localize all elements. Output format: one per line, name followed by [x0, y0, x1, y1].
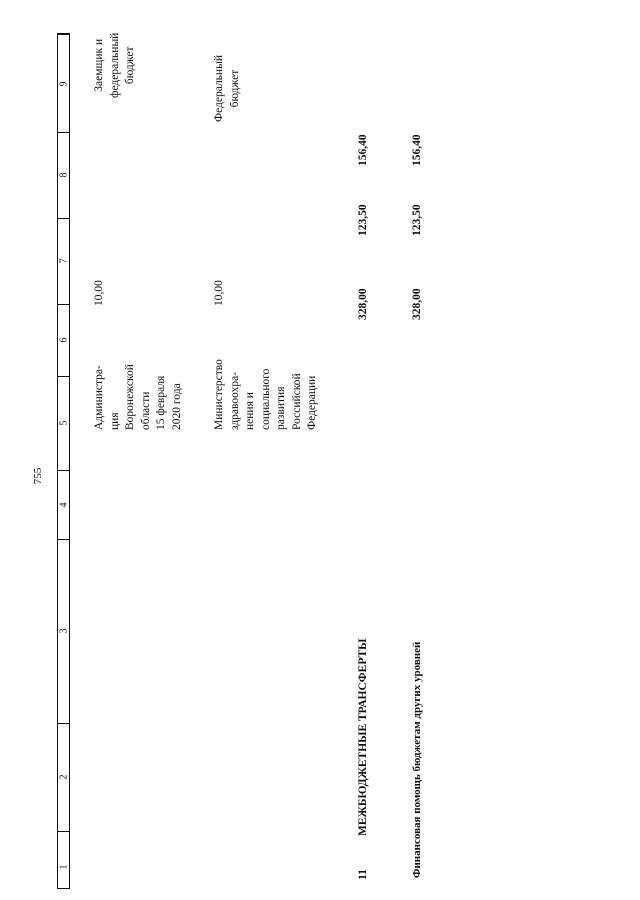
header-divider [58, 831, 69, 832]
header-col-9: 9 [58, 81, 70, 87]
page-number: 755 [32, 467, 44, 485]
header-col-8: 8 [58, 172, 70, 178]
row1-funding-source: Заемщик и федеральный бюджет [93, 32, 136, 98]
subsection-col7-value: 123,50 [411, 204, 423, 236]
header-divider [58, 132, 69, 133]
row2-col6-value: 10,00 [213, 280, 225, 306]
section-number: 11 [357, 869, 369, 880]
header-divider [58, 539, 69, 540]
header-col-5: 5 [58, 420, 70, 426]
row1-col6-value: 10,00 [93, 280, 105, 306]
header-divider [58, 34, 69, 35]
header-col-3: 3 [58, 628, 70, 634]
header-col-4: 4 [58, 502, 70, 508]
row2-executor: Министерство здравоохра- нения и социального развития Российской Федерации [213, 359, 318, 430]
header-col-6: 6 [58, 337, 70, 343]
subsection-title: Финансовая помощь бюджетам других уровней [411, 641, 423, 878]
section-col7-value: 123,50 [357, 204, 369, 236]
subsection-col6-value: 328,00 [411, 288, 423, 320]
row1-executor: Администра- ция Воронежской области 15 февраля 2020 года [93, 364, 183, 430]
header-divider [58, 376, 69, 377]
subsection-col8-value: 156,40 [411, 134, 423, 166]
header-divider [58, 470, 69, 471]
row2-funding-source: Федеральный бюджет [213, 55, 241, 122]
header-col-7: 7 [58, 258, 70, 264]
header-divider [58, 304, 69, 305]
section-col8-value: 156,40 [357, 134, 369, 166]
header-divider [58, 723, 69, 724]
section-col6-value: 328,00 [357, 288, 369, 320]
section-title: МЕЖБЮДЖЕТНЫЕ ТРАНСФЕРТЫ [357, 638, 369, 836]
column-header-strip [57, 33, 70, 889]
header-col-2: 2 [58, 774, 70, 780]
header-col-1: 1 [58, 864, 70, 870]
header-divider [58, 218, 69, 219]
